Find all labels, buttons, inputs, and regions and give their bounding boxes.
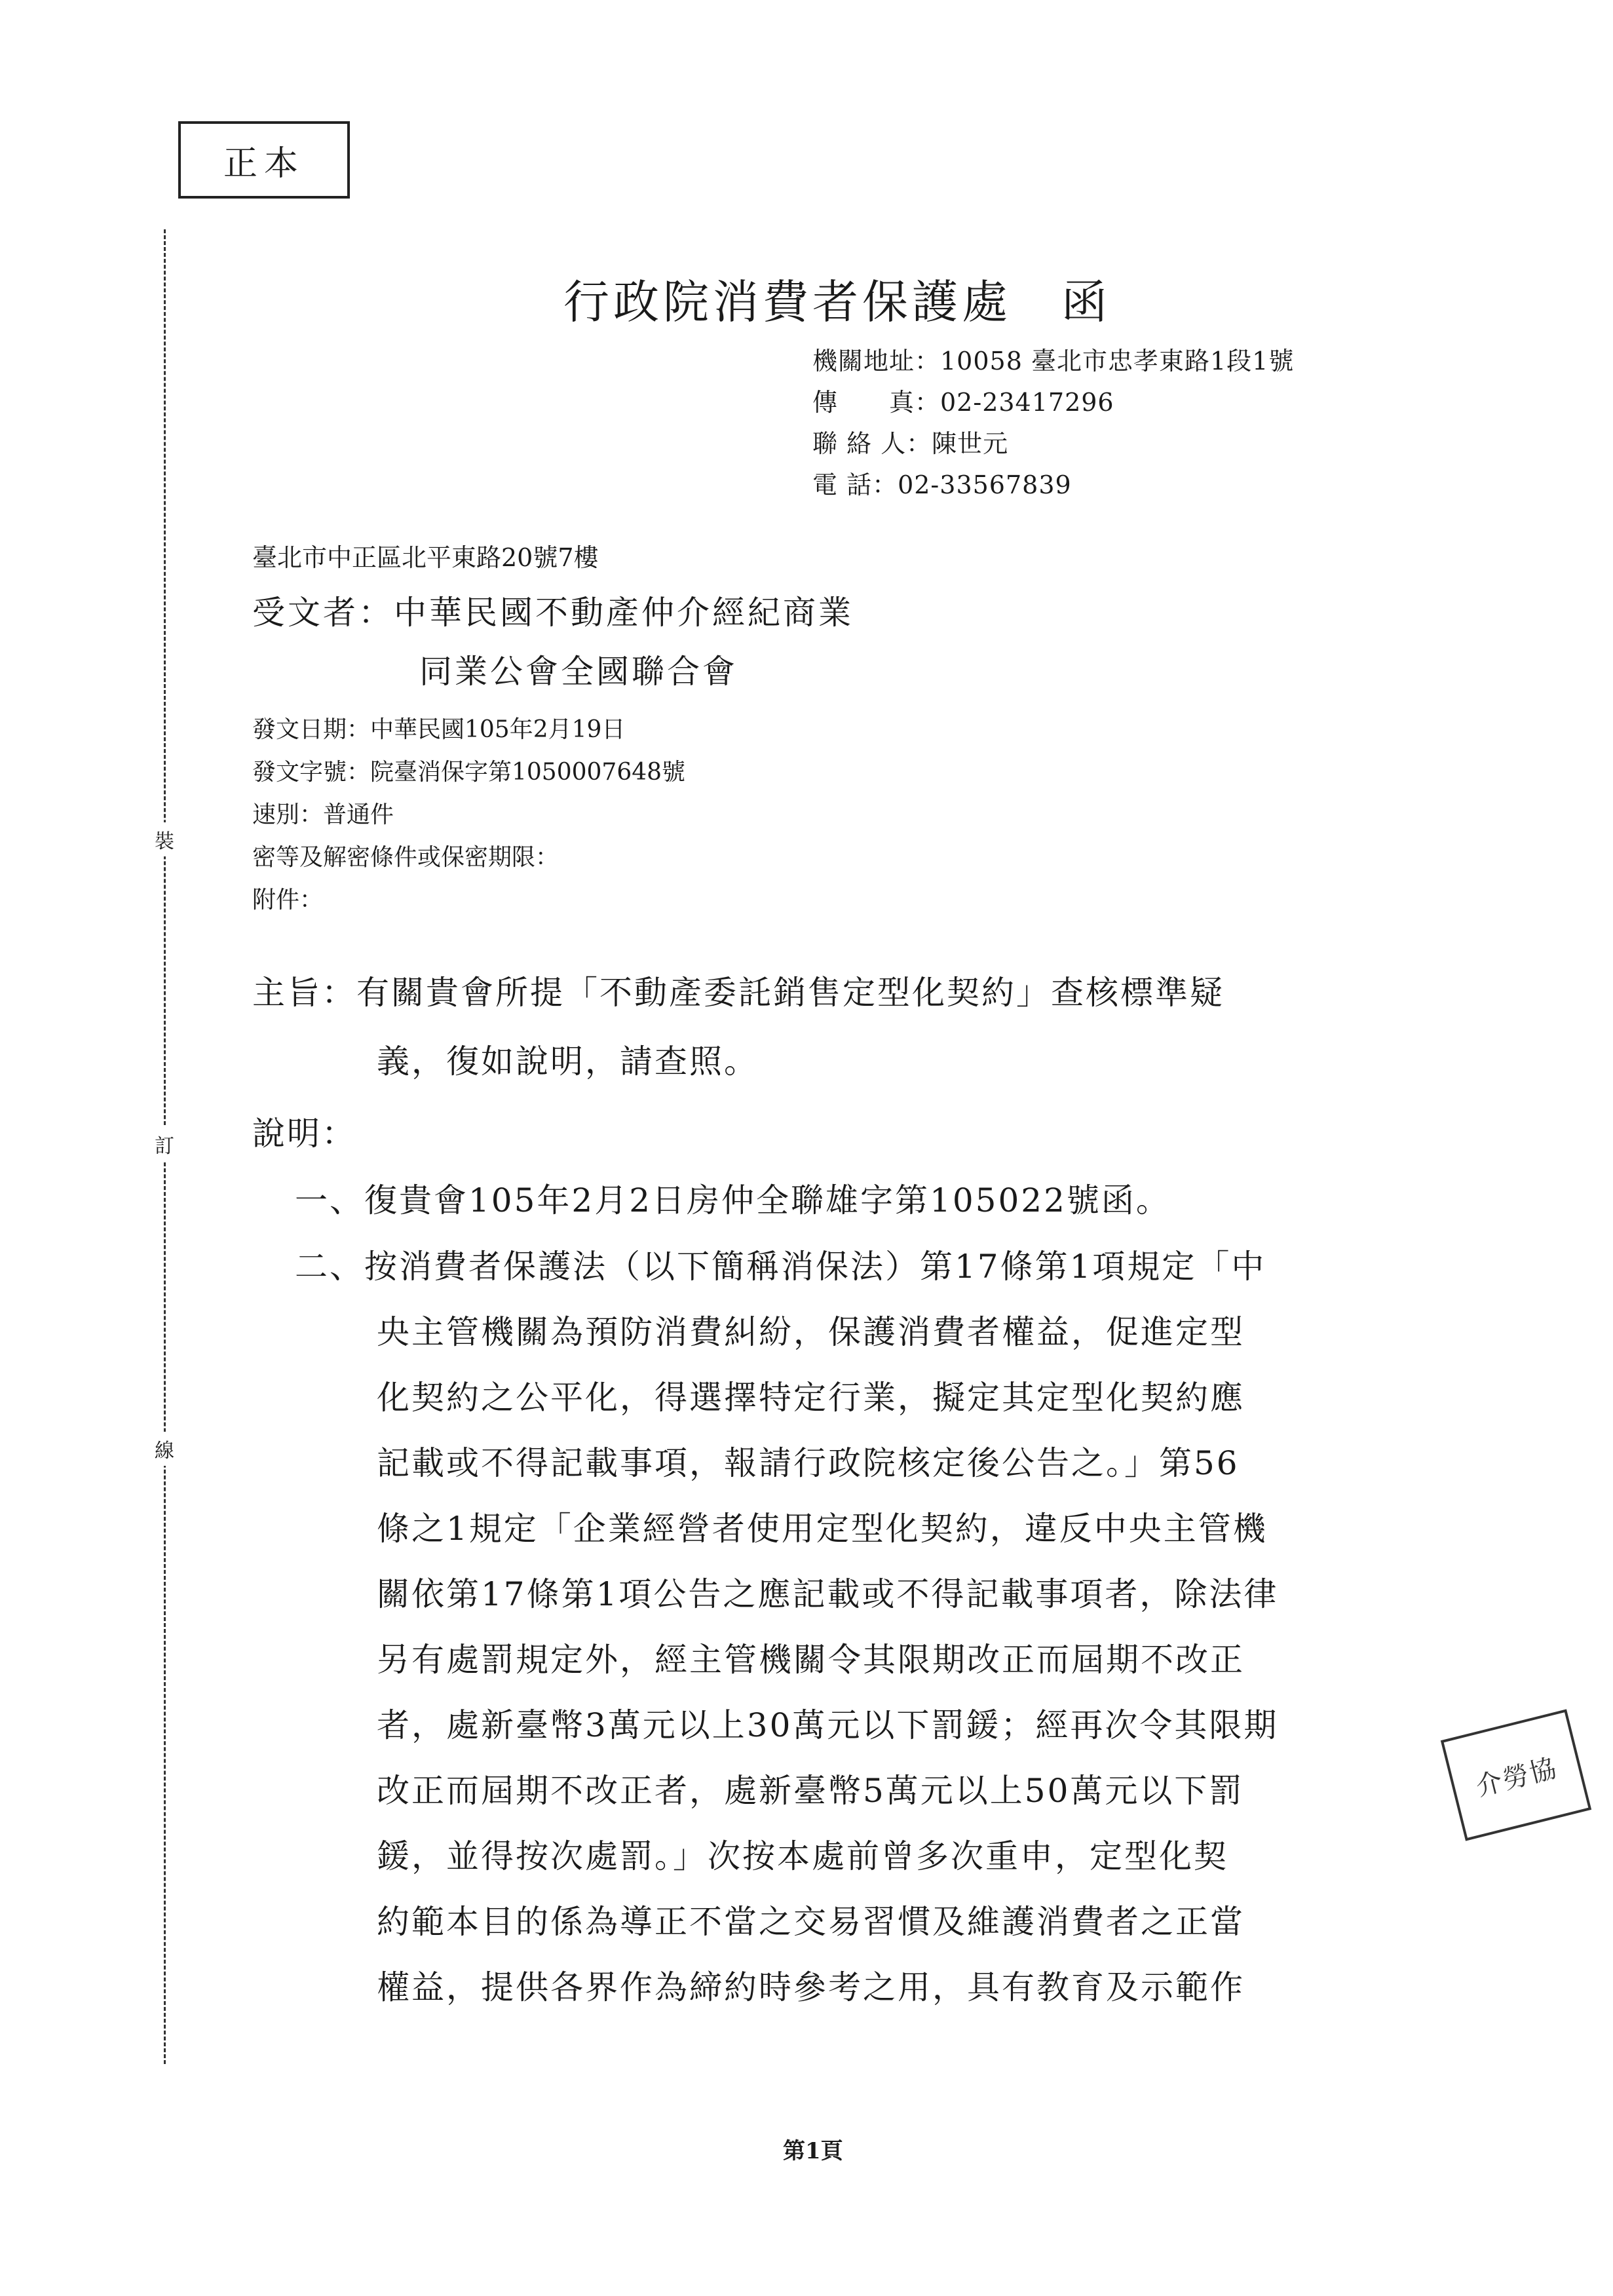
contact-address: 機關地址：10058 臺北市忠孝東路1段1號 [812,347,1295,375]
explanation-label: 說明： [252,1115,356,1153]
explanation-item-2-line: 記載或不得記載事項，報請行政院核定後公告之。」第56 [377,1444,1240,1482]
seal-text: 介勞協 [1473,1752,1561,1802]
explanation-item-2-line: 條之1規定「企業經營者使用定型化契約，違反中央主管機 [377,1510,1268,1548]
binding-char-xian: 線 [155,1432,174,1466]
seal-stamp [1441,1709,1591,1841]
document-number: 發文字號：院臺消保字第1050007648號 [252,759,686,786]
page-number: 第1頁 [783,2138,843,2164]
attachment: 附件： [252,887,324,913]
subject-line-2: 義，復如說明，請查照。 [377,1043,759,1081]
binding-char-zhuang: 裝 [155,822,174,856]
copy-label-box [178,121,350,199]
explanation-item-1: 一、復貴會105年2月2日房仲全聯雄字第105022號函。 [295,1181,1171,1219]
explanation-item-2-line: 央主管機關為預防消費糾紛，保護消費者權益，促進定型 [377,1313,1245,1351]
contact-person: 聯 絡 人：陳世元 [812,429,1009,458]
contact-phone: 電 話：02-33567839 [812,470,1072,499]
explanation-item-2-line: 約範本目的係為導正不當之交易習慣及維護消費者之正當 [377,1903,1245,1941]
speed-class: 速別：普通件 [252,801,394,828]
recipient-line-1: 受文者：中華民國不動產仲介經紀商業 [252,594,854,632]
contact-fax: 傳 真：02-23417296 [812,388,1114,417]
explanation-item-2-line: 二、按消費者保護法（以下簡稱消保法）第17條第1項規定「中 [295,1248,1266,1286]
recipient-line-2: 同業公會全國聯合會 [419,653,738,691]
explanation-item-2-line: 者，處新臺幣3萬元以上30萬元以下罰鍰；經再次令其限期 [377,1706,1279,1744]
explanation-item-2-line: 化契約之公平化，得選擇特定行業，擬定其定型化契約應 [377,1379,1245,1417]
document-title: 行政院消費者保護處 函 [563,275,1111,329]
explanation-item-2-line: 鍰，並得按次處罰。」次按本處前曾多次重申，定型化契 [377,1837,1228,1875]
explanation-item-2-line: 權益，提供各界作為締約時參考之用，具有教育及示範作 [377,1968,1245,2006]
recipient-address: 臺北市中正區北平東路20號7樓 [252,543,599,572]
copy-label: 正本 [223,144,305,183]
explanation-item-2-line: 關依第17條第1項公告之應記載或不得記載事項者，除法律 [377,1575,1279,1613]
explanation-item-2-line: 改正而屆期不改正者，處新臺幣5萬元以上50萬元以下罰 [377,1772,1244,1810]
binding-char-ding: 訂 [155,1127,174,1161]
secrecy-level: 密等及解密條件或保密期限： [252,844,560,871]
subject-line-1: 主旨：有關貴會所提「不動產委託銷售定型化契約」查核標準疑 [252,974,1224,1012]
issue-date: 發文日期：中華民國105年2月19日 [252,716,626,743]
explanation-item-2-line: 另有處罰規定外，經主管機關令其限期改正而屆期不改正 [377,1641,1245,1679]
